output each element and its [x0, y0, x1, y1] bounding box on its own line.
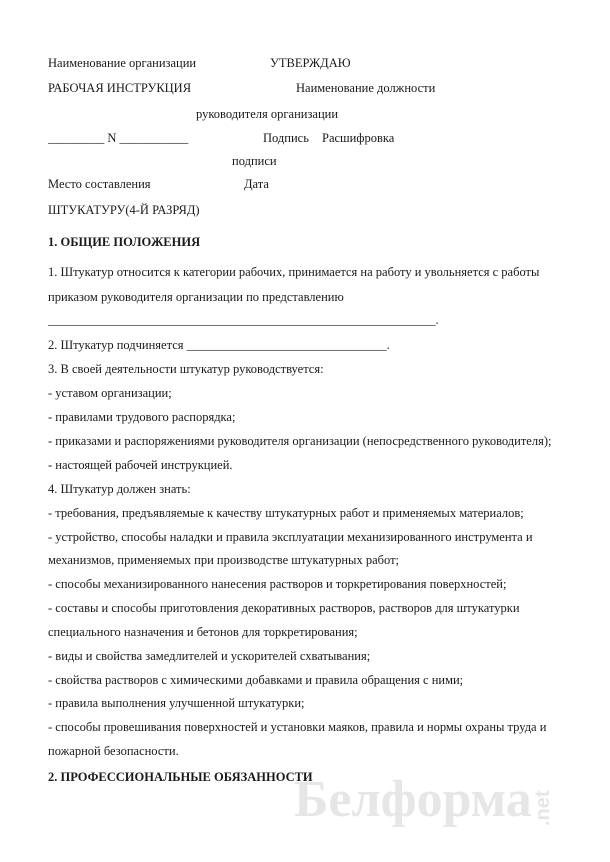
date-label: Дата — [244, 177, 269, 191]
list-item: - виды и свойства замедлителей и ускорителей схватывания; — [48, 649, 371, 663]
section-2-title: 2. ПРОФЕССИОНАЛЬНЫЕ ОБЯЗАННОСТИ — [48, 770, 313, 784]
instruction-subject: ШТУКАТУРУ(4-Й РАЗРЯД) — [48, 203, 200, 217]
place-label: Место составления — [48, 177, 151, 191]
list-item-continuation: специального назначения и бетонов для торкретирования; — [48, 625, 358, 639]
list-item-continuation: пожарной безопасности. — [48, 744, 179, 758]
list-item: - составы и способы приготовления декоративных растворов, растворов для штукатурки — [48, 601, 520, 615]
paragraph-1-line-1: 1. Штукатур относится к категории рабочих, принимается на работу и увольняется с работы — [48, 265, 540, 279]
list-item: - настоящей рабочей инструкцией. — [48, 458, 233, 472]
paragraph-4: 4. Штукатур должен знать: — [48, 482, 191, 496]
list-item: - способы механизированного нанесения растворов и торкретирования поверхностей; — [48, 577, 507, 591]
list-item: - требования, предъявляемые к качеству штукатурных работ и применяемых материалов; — [48, 506, 524, 520]
watermark-tld: .net — [532, 790, 554, 826]
signature-label: Подпись — [263, 131, 309, 145]
paragraph-3: 3. В своей деятельности штукатур руководствуется: — [48, 362, 324, 376]
position-name-label: Наименование должности — [296, 81, 436, 95]
org-name-label: Наименование организации — [48, 56, 197, 70]
doc-type-label: РАБОЧАЯ ИНСТРУКЦИЯ — [48, 81, 192, 95]
head-of-org-label: руководителя организации — [196, 107, 339, 121]
signature-sub-label: подписи — [232, 154, 277, 168]
list-item-continuation: механизмов, применяемых при производстве штукатурных работ; — [48, 553, 400, 567]
paragraph-1-blank-line: ______________________________________________________________. — [48, 313, 439, 327]
paragraph-2: 2. Штукатур подчиняется ________________________________. — [48, 338, 390, 352]
approve-label: УТВЕРЖДАЮ — [270, 56, 351, 70]
list-item: - устройство, способы наладки и правила эксплуатации механизированного инструмента и — [48, 530, 533, 544]
list-item: - свойства растворов с химическими добавками и правила обращения с ними; — [48, 673, 464, 687]
paragraph-1-line-2: приказом руководителя организации по представлению — [48, 290, 344, 304]
document-number-line: _________ N ___________ — [48, 131, 189, 145]
list-item: - правила выполнения улучшенной штукатурки; — [48, 696, 305, 710]
section-1-title: 1. ОБЩИЕ ПОЛОЖЕНИЯ — [48, 235, 201, 249]
decoding-label: Расшифровка — [322, 131, 395, 145]
list-item: - уставом организации; — [48, 386, 172, 400]
list-item: - приказами и распоряжениями руководителя организации (непосредственного руководителя); — [48, 434, 552, 448]
list-item: - способы провешивания поверхностей и установки маяков, правила и нормы охраны труда и — [48, 720, 547, 734]
list-item: - правилами трудового распорядка; — [48, 410, 236, 424]
watermark-logo — [286, 758, 586, 838]
watermark-brand: Белформа — [294, 771, 532, 828]
